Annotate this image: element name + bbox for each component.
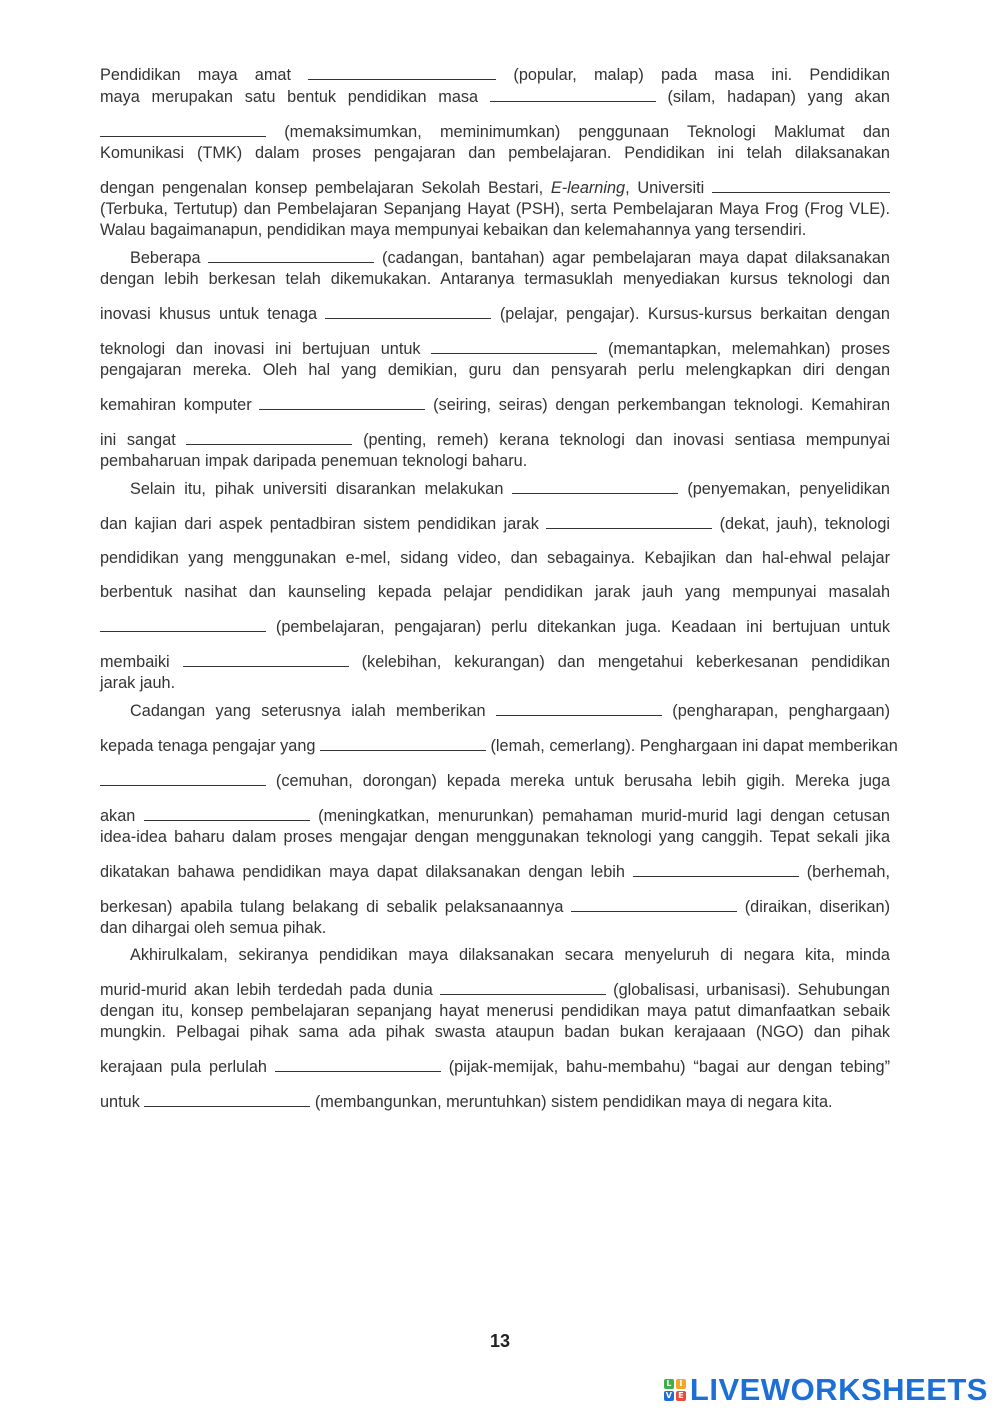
- line: [100, 1091, 890, 1113]
- line-text: dan kajian dari aspek pentadbiran sistem pendidikan jarak: [100, 515, 547, 533]
- line-text: akan: [100, 807, 144, 825]
- line-text: (memantapkan, melemahkan) proses: [597, 340, 890, 358]
- line: [100, 770, 890, 792]
- line-text: dengan pengenalan konsep pembelajaran Sekolah Bestari,: [100, 179, 551, 197]
- logo-tile: I: [676, 1379, 686, 1389]
- line: [100, 548, 890, 569]
- answer-blank[interactable]: [275, 1056, 441, 1072]
- line: [100, 1001, 890, 1022]
- line-text: (meningkatkan, menurunkan) pemahaman murid-murid lagi dengan cetusan: [309, 807, 890, 825]
- line-text: (penyemakan, penyelidikan: [678, 480, 890, 498]
- line-text: kepada tenaga pengajar yang: [100, 737, 320, 755]
- answer-blank[interactable]: [208, 247, 374, 263]
- line-text: (membangunkan, meruntuhkan) sistem pendidikan maya di negara kita.: [310, 1093, 833, 1111]
- line-text: maya merupakan satu bentuk pendidikan masa: [100, 88, 490, 106]
- logo-tile: E: [676, 1391, 686, 1401]
- line-text: (memaksimumkan, meminimumkan) penggunaan Teknologi Maklumat dan: [266, 123, 890, 141]
- logo-tile: V: [665, 1391, 672, 1400]
- line: [100, 338, 890, 360]
- line-text: ini sangat: [100, 431, 187, 449]
- line-text: Akhirulkalam, sekiranya pendidikan maya dilaksanakan secara menyeluruh di negara kita, minda: [130, 946, 890, 964]
- line-text: (silam, hadapan) yang akan: [655, 88, 890, 106]
- line-text: teknologi dan inovasi ini bertujuan untuk: [100, 340, 432, 358]
- brand-text: LIVEWORKSHEETS: [689, 1372, 988, 1407]
- paragraph-2: [100, 247, 890, 472]
- line-text: (pengharapan, penghargaan): [661, 702, 890, 720]
- line: [100, 616, 890, 638]
- line-text: (cadangan, bantahan) agar pembelajaran maya dapat dilaksanakan: [374, 249, 890, 267]
- line: [100, 121, 890, 143]
- line-text: (pembelajaran, pengajaran) perlu ditekankan juga. Keadaan ini bertujuan untuk: [266, 618, 890, 636]
- line-text: Selain itu, pihak universiti disarankan melakukan: [130, 480, 513, 498]
- line-text: dan dihargai oleh semua pihak.: [100, 919, 327, 937]
- line-text: untuk: [100, 1093, 145, 1111]
- line-text: Pendidikan maya amat: [100, 66, 309, 84]
- line: [100, 269, 890, 290]
- line-text: pembaharuan impak daripada penemuan teknologi baharu.: [100, 452, 528, 470]
- answer-blank[interactable]: [490, 86, 656, 102]
- line: [100, 360, 890, 381]
- worksheet-body: [100, 64, 898, 1119]
- answer-blank[interactable]: [186, 429, 352, 445]
- line: [100, 979, 890, 1001]
- line: [100, 429, 890, 451]
- line: [100, 861, 890, 883]
- page-number: 13: [489, 1331, 511, 1351]
- line: [100, 394, 890, 416]
- line-text: berkesan) apabila tulang belakang di sebalik pelaksanaannya: [100, 898, 572, 916]
- line-text: (dekat, jauh), teknologi: [712, 515, 890, 533]
- line-text: Beberapa: [130, 249, 209, 267]
- line-text: (cemuhan, dorongan) kepada mereka untuk berusaha lebih gigih. Mereka juga: [266, 772, 890, 790]
- line-text: kerajaan pula perlulah: [100, 1058, 275, 1076]
- line: [100, 199, 890, 220]
- line-text: (diraikan, diserikan): [737, 898, 890, 916]
- answer-blank[interactable]: [325, 303, 491, 319]
- line: [100, 1022, 890, 1043]
- italic-term: E-learning: [550, 179, 626, 197]
- answer-blank[interactable]: [440, 979, 606, 995]
- line-text: , Universiti: [625, 179, 712, 197]
- answer-blank[interactable]: [183, 651, 349, 667]
- paragraph-3: [100, 478, 890, 694]
- line: [100, 673, 890, 694]
- logo-tile: L: [664, 1379, 674, 1389]
- line: [100, 1056, 890, 1078]
- line: [100, 700, 890, 722]
- line-text: (berhemah,: [798, 863, 890, 881]
- line-text: (pijak-memijak, bahu-membahu) “bagai aur dengan tebing”: [440, 1058, 890, 1076]
- answer-blank[interactable]: [144, 1091, 310, 1107]
- line-text: (globalisasi, urbanisasi). Sehubungan: [605, 981, 890, 999]
- line-text: dengan lebih berkesan telah dikemukakan. Antaranya termasuklah menyediakan kursus teknologi dan: [100, 270, 890, 288]
- line-text: Walau bagaimanapun, pendidikan maya mempunyai kebaikan dan kelemahannya yang tersendiri.: [100, 221, 807, 239]
- line-text: (popular, malap) pada masa ini. Pendidikan: [496, 66, 890, 84]
- answer-blank[interactable]: [512, 478, 678, 494]
- line-text: inovasi khusus untuk tenaga: [100, 305, 326, 323]
- paragraph-4: [100, 700, 898, 939]
- line: [100, 827, 890, 848]
- line: [100, 86, 890, 108]
- line: [100, 220, 890, 241]
- answer-blank[interactable]: [259, 394, 425, 410]
- line: [100, 177, 890, 199]
- line-text: (Terbuka, Tertutup) dan Pembelajaran Sepanjang Hayat (PSH), serta Pembelajaran Maya Frog (Frog VLE).: [100, 200, 890, 218]
- answer-blank[interactable]: [320, 735, 486, 751]
- line: [100, 478, 890, 500]
- answer-blank[interactable]: [571, 896, 737, 912]
- line-text: berbentuk nasihat dan kaunseling kepada pelajar pendidikan jarak jauh yang mempunyai masalah: [100, 583, 890, 601]
- line-text: Cadangan yang seterusnya ialah memberikan: [130, 702, 496, 720]
- line: [100, 303, 890, 325]
- line-text: mungkin. Pelbagai pihak sama ada pihak swasta ataupun badan bukan kerajaaan (NGO) dan pihak: [100, 1023, 890, 1041]
- answer-blank[interactable]: [308, 64, 496, 80]
- answer-blank[interactable]: [100, 121, 266, 137]
- answer-blank[interactable]: [100, 616, 266, 632]
- line-text: dengan itu, konsep pembelajaran sepanjang hayat menerusi pendidikan maya patut dimanfaatkan sebaik: [100, 1002, 890, 1020]
- answer-blank[interactable]: [712, 177, 890, 193]
- answer-blank[interactable]: [633, 861, 799, 877]
- line-text: jarak jauh.: [100, 674, 176, 692]
- line-text: (pelajar, pengajar). Kursus-kursus berkaitan dengan: [491, 305, 890, 323]
- answer-blank[interactable]: [496, 700, 662, 716]
- answer-blank[interactable]: [144, 805, 310, 821]
- line: [100, 513, 890, 535]
- line-text: (lemah, cemerlang). Penghargaan ini dapat memberikan: [485, 737, 898, 755]
- line-text: (kelebihan, kekurangan) dan mengetahui keberkesanan pendidikan: [348, 653, 890, 671]
- line: [100, 143, 890, 164]
- line: [100, 918, 890, 939]
- line: [100, 64, 890, 86]
- liveworksheets-brand[interactable]: [664, 1372, 988, 1408]
- paragraph-5: [100, 945, 890, 1113]
- line: [100, 805, 890, 827]
- answer-blank[interactable]: [546, 513, 712, 529]
- line: [100, 651, 890, 673]
- answer-blank[interactable]: [431, 338, 597, 354]
- line: [100, 247, 890, 269]
- line-text: pendidikan yang menggunakan e-mel, sidang video, dan sebagainya. Kebajikan dan hal-ehwal pelajar: [100, 549, 890, 567]
- line-text: kemahiran komputer: [100, 396, 260, 414]
- line-text: membaiki: [100, 653, 183, 671]
- line: [100, 945, 890, 966]
- line-text: (penting, remeh) kerana teknologi dan inovasi sentiasa mempunyai: [352, 431, 890, 449]
- answer-blank[interactable]: [100, 770, 266, 786]
- line: [100, 735, 898, 757]
- line-text: idea-idea baharu dalam proses mengajar dengan menggunakan teknologi yang canggih. Tepat sekali jika: [100, 828, 890, 846]
- line-text: murid-murid akan lebih terdedah pada dunia: [100, 981, 440, 999]
- liveworksheets-logo-icon: [664, 1379, 686, 1401]
- line: [100, 582, 890, 603]
- line-text: pengajaran mereka. Oleh hal yang demikian, guru dan pensyarah perlu melengkapkan diri dengan: [100, 361, 890, 379]
- paragraph-1: [100, 64, 890, 241]
- line-text: dikatakan bahawa pendidikan maya dapat dilaksanakan dengan lebih: [100, 863, 633, 881]
- line-text: Komunikasi (TMK) dalam proses pengajaran dan pembelajaran. Pendidikan ini telah dilaksanakan: [100, 144, 890, 162]
- line: [100, 896, 890, 918]
- line-text: (seiring, seiras) dengan perkembangan teknologi. Kemahiran: [425, 396, 891, 414]
- line: [100, 451, 890, 472]
